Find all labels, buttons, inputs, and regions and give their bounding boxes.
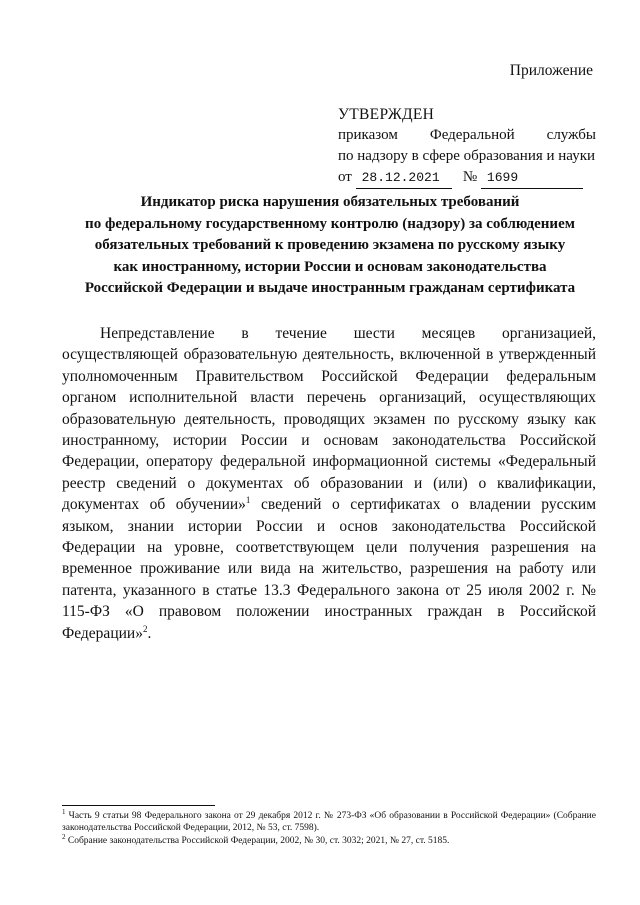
approval-block [338,104,596,189]
footnotes [62,807,596,847]
body-text-part: Непредставление в течение шести месяцев организацией, осуществляющей образовательную деятельность, включенной в утвержденный уполномоченным Правительством Российской Федерации федеральным органом исполнительной власти перечень организаций, осуществляющих образовательную деятельность, проводящих экзамен по русскому языку как иностранному, истории России и основам законодательства Российской Федерации, оператору федеральной информационной системы «Федеральный реестр сведений о документах об образовании и (или) о квалификации, документах об обучении» [62,325,596,514]
footnote-mark: 2 [62,832,66,841]
approval-date-line [338,167,596,189]
footnote-separator [62,805,215,806]
footnote-ref: 2 [142,623,148,634]
approval-order-line: приказом Федеральной службы [338,127,596,143]
footnote-text: Собрание законодательства Российской Федерации, 2002, № 30, ст. 3032; 2021, № 27, ст. 5185. [65,835,450,846]
title-line: обязательных требований к проведению экзамена по русскому языку [94,237,566,253]
title-line: Индикатор риска нарушения обязательных требований [140,194,520,210]
title-line: как иностранному, истории России и основам законодательства [113,258,547,275]
body-text-part: сведений о сертификатах о владении русским языком, знании истории России и основ законодательства Российской Федерации на уровне, соответствующем цели получения разрешения на временное проживание или вида на жительство, разрешения на работу или патента, указанного в статье 13.3 Федерального закона от 25 июля 2002 г. № 115-ФЗ «О правовом положении иностранных граждан в Российской Федерации» [62,496,596,642]
number-prefix: № [462,169,478,185]
footnote [62,832,596,847]
order-date-field: 28.12.2021 [356,167,452,189]
title-line: Российской Федерации и выдаче иностранным гражданам сертификата [84,280,576,296]
approval-heading: УТВЕРЖДЕН [338,106,435,123]
order-number-field: 1699 [481,167,583,189]
footnote-text: Часть 9 статьи 98 Федерального закона от 29 декабря 2012 г. № 273-ФЗ «Об образовании в Российской Федерации» (Собрание законодательства Российской Федерации, 2012, № 53, ст. 7598). [62,811,596,834]
body-text-end: . [147,624,152,642]
body-paragraph [62,323,596,644]
approval-agency-line: по надзору в сфере образования и науки [338,148,596,164]
title-line: по федеральному государственному контролю (надзору) за соблюдением [85,215,575,232]
footnote-ref: 1 [245,495,251,506]
date-prefix: от [338,169,352,185]
document-title [70,192,590,300]
footnote-mark: 1 [62,807,66,816]
appendix-label: Приложение [509,62,593,79]
footnote [62,807,596,835]
